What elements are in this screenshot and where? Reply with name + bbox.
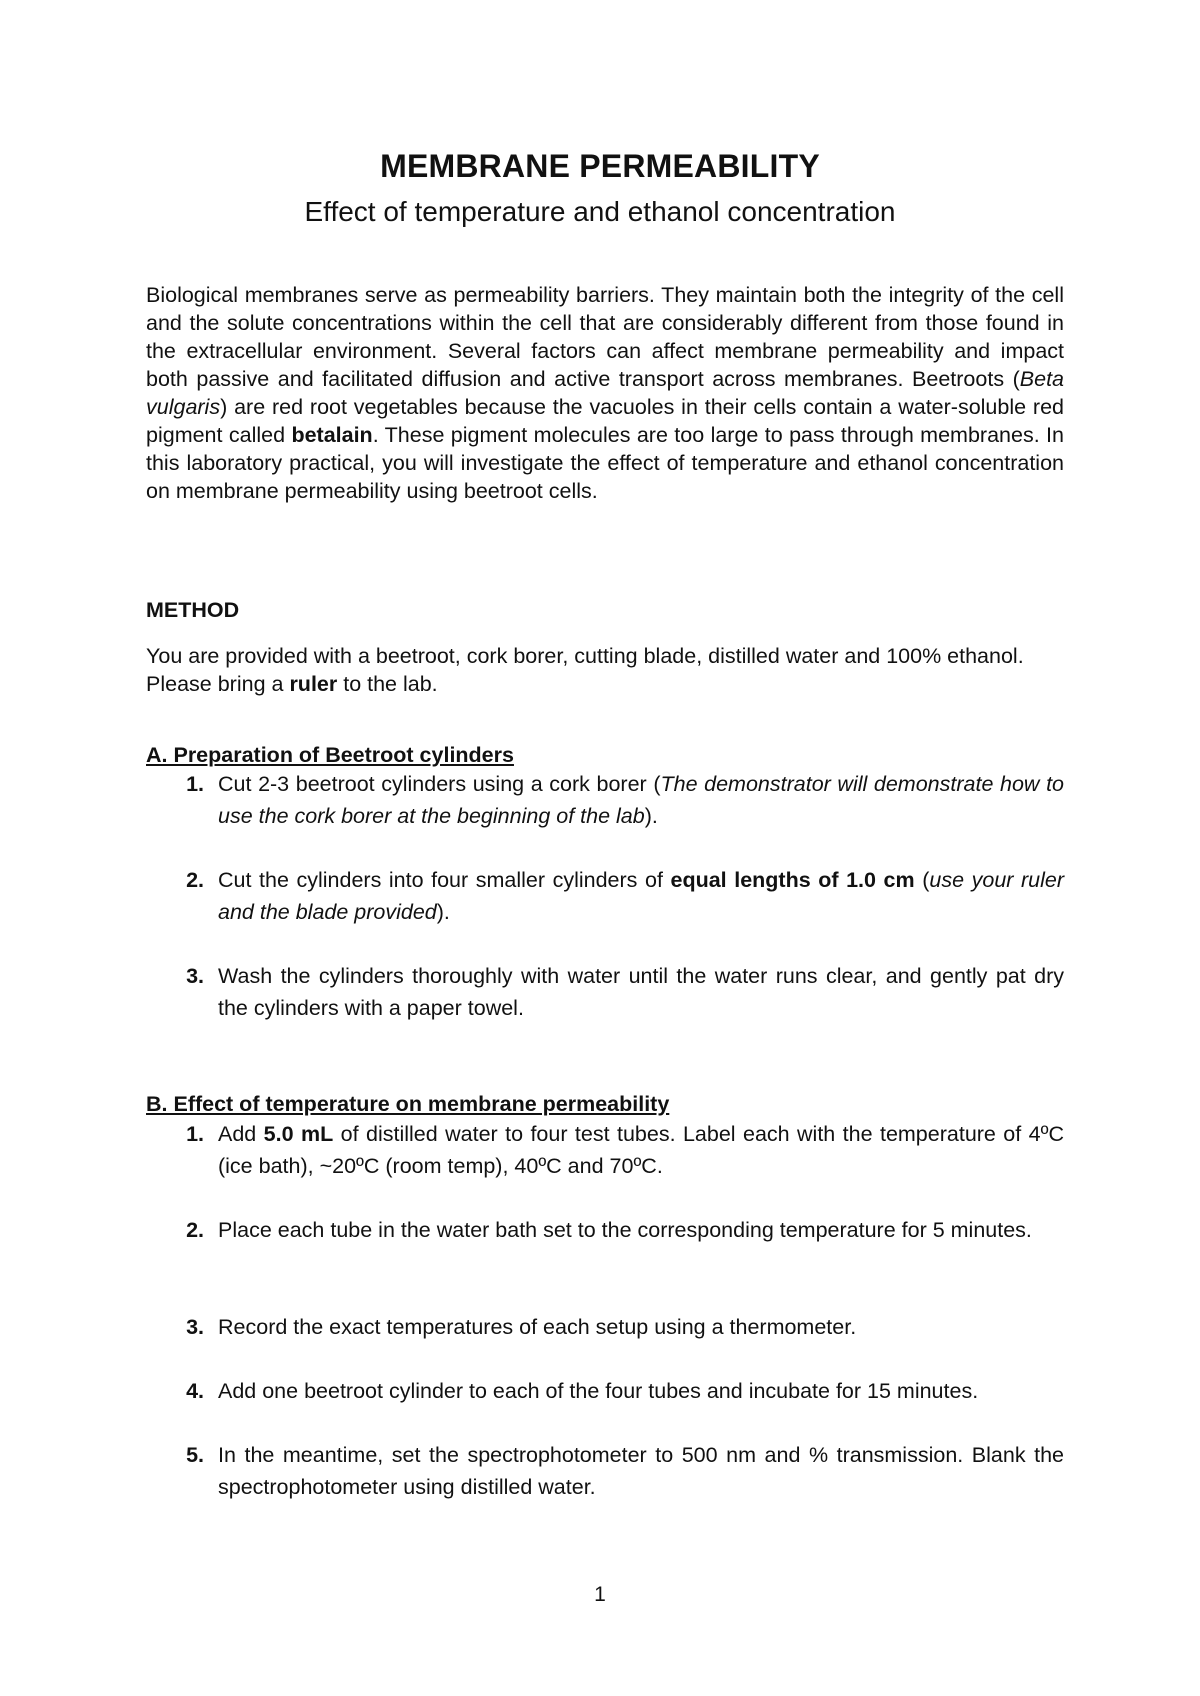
list-item: 2. Cut the cylinders into four smaller cylinders of equal lengths of 1.0 cm (use your ruler and the blade provided). xyxy=(186,868,1065,924)
list-item: 3. Wash the cylinders thoroughly with water until the water runs clear, and gently pat dry the cylinders with a paper towel. xyxy=(186,964,1064,1020)
list-item: 1. Cut 2-3 beetroot cylinders using a cork borer (The demonstrator will demonstrate how to use the cork borer at the beginning of the lab). xyxy=(186,772,1064,828)
page-subtitle: Effect of temperature and ethanol concentration xyxy=(304,196,896,227)
method-heading: METHOD xyxy=(146,598,240,622)
list-item: 4. Add one beetroot cylinder to each of the four tubes and incubate for 15 minutes. xyxy=(186,1379,979,1403)
list-item: 1. Add 5.0 mL of distilled water to four test tubes. Label each with the temperature of 4ºC (ice bath), ~20ºC (room temp), 40ºC and 70ºC. xyxy=(186,1122,1064,1178)
page-title: MEMBRANE PERMEABILITY xyxy=(380,148,820,184)
section-a-heading: A. Preparation of Beetroot cylinders xyxy=(146,743,514,767)
page-number: 1 xyxy=(594,1583,606,1606)
list-item: 5. In the meantime, set the spectrophotometer to 500 nm and % transmission. Blank the spectrophotometer using distilled water. xyxy=(186,1443,1064,1499)
list-item: 3. Record the exact temperatures of each setup using a thermometer. xyxy=(186,1315,857,1339)
section-b-heading: B. Effect of temperature on membrane permeability xyxy=(146,1092,670,1116)
intro-paragraph: Biological membranes serve as permeability barriers. They maintain both the integrity of the cell and the solute concentrations within the cell that are considerably different from those found in the extracellular environment. Several factors can affect membrane permeability and impact both passive and facilitated diffusion and active transport across membranes. Beetroots (Beta vulgaris) are red root vegetables because the vacuoles in their cells contain a water-soluble red pigment called betalain. These pigment molecules are too large to pass through membranes. In this laboratory practical, you will investigate the effect of temperature and ethanol concentration on membrane permeability using beetroot cells. xyxy=(146,283,1064,503)
list-item: 2. Place each tube in the water bath set to the corresponding temperature for 5 minutes. xyxy=(186,1218,1032,1242)
method-paragraph: You are provided with a beetroot, cork borer, cutting blade, distilled water and 100% ethanol. Please bring a ruler to the lab. xyxy=(146,644,1024,696)
